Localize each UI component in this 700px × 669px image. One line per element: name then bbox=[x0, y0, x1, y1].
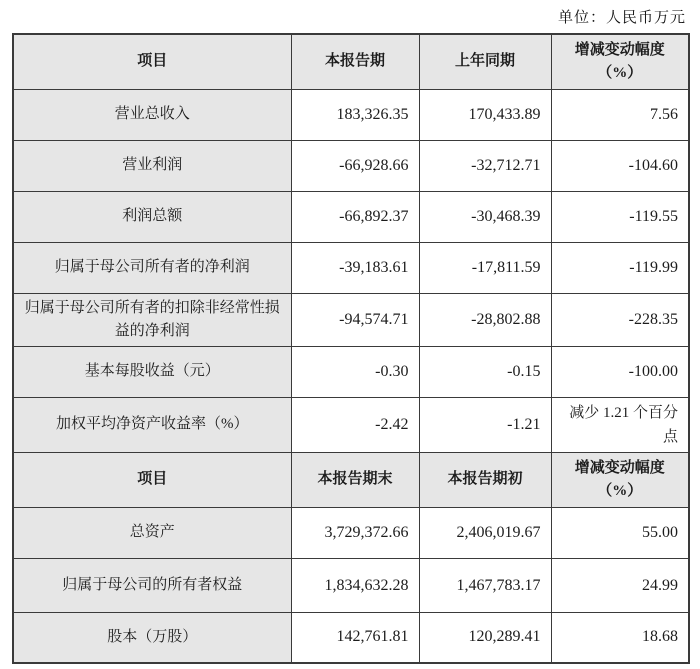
change-value: -100.00 bbox=[551, 347, 689, 398]
current-period-value: -39,183.61 bbox=[291, 242, 419, 293]
financial-summary-table bbox=[12, 33, 690, 664]
change-value: -119.55 bbox=[551, 191, 689, 242]
balance-header-row bbox=[13, 453, 689, 508]
row-label: 归属于母公司的所有者权益 bbox=[13, 559, 291, 613]
change-value: 减少 1.21 个百分点 bbox=[551, 398, 689, 453]
table-row-total-profit bbox=[13, 191, 689, 242]
table-row-weighted-avg-roe bbox=[13, 398, 689, 453]
table-row-total-revenue bbox=[13, 89, 689, 140]
header-prior-year-period: 上年同期 bbox=[419, 34, 551, 89]
current-period-value: -66,892.37 bbox=[291, 191, 419, 242]
header-period-end: 本报告期末 bbox=[291, 453, 419, 508]
prior-period-value: -32,712.71 bbox=[419, 140, 551, 191]
row-label: 营业总收入 bbox=[13, 89, 291, 140]
table-row-share-capital bbox=[13, 613, 689, 663]
change-value: 7.56 bbox=[551, 89, 689, 140]
period-begin-value: 120,289.41 bbox=[419, 613, 551, 663]
change-value: -119.99 bbox=[551, 242, 689, 293]
period-end-value: 142,761.81 bbox=[291, 613, 419, 663]
table-row-operating-profit bbox=[13, 140, 689, 191]
table-row-total-assets bbox=[13, 508, 689, 559]
prior-period-value: -17,811.59 bbox=[419, 242, 551, 293]
prior-period-value: -30,468.39 bbox=[419, 191, 551, 242]
current-period-value: -2.42 bbox=[291, 398, 419, 453]
change-value: 55.00 bbox=[551, 508, 689, 559]
row-label: 基本每股收益（元） bbox=[13, 347, 291, 398]
header-change-percent: 增减变动幅度（%） bbox=[551, 453, 689, 508]
row-label: 总资产 bbox=[13, 508, 291, 559]
period-end-value: 1,834,632.28 bbox=[291, 559, 419, 613]
header-item: 项目 bbox=[13, 453, 291, 508]
prior-period-value: 170,433.89 bbox=[419, 89, 551, 140]
prior-period-value: -28,802.88 bbox=[419, 293, 551, 347]
header-item: 项目 bbox=[13, 34, 291, 89]
income-header-row bbox=[13, 34, 689, 89]
row-label: 加权平均净资产收益率（%） bbox=[13, 398, 291, 453]
change-value: -104.60 bbox=[551, 140, 689, 191]
current-period-value: 183,326.35 bbox=[291, 89, 419, 140]
current-period-value: -94,574.71 bbox=[291, 293, 419, 347]
row-label: 股本（万股） bbox=[13, 613, 291, 663]
header-period-begin: 本报告期初 bbox=[419, 453, 551, 508]
table-row-equity-attributable bbox=[13, 559, 689, 613]
table-row-net-profit-excl-nonrecurring bbox=[13, 293, 689, 347]
period-begin-value: 2,406,019.67 bbox=[419, 508, 551, 559]
table-row-net-profit-attributable bbox=[13, 242, 689, 293]
change-value: -228.35 bbox=[551, 293, 689, 347]
prior-period-value: -0.15 bbox=[419, 347, 551, 398]
period-end-value: 3,729,372.66 bbox=[291, 508, 419, 559]
row-label: 归属于母公司所有者的扣除非经常性损益的净利润 bbox=[13, 293, 291, 347]
current-period-value: -0.30 bbox=[291, 347, 419, 398]
table-row-basic-eps bbox=[13, 347, 689, 398]
change-value: 24.99 bbox=[551, 559, 689, 613]
row-label: 利润总额 bbox=[13, 191, 291, 242]
header-current-period: 本报告期 bbox=[291, 34, 419, 89]
period-begin-value: 1,467,783.17 bbox=[419, 559, 551, 613]
change-value: 18.68 bbox=[551, 613, 689, 663]
current-period-value: -66,928.66 bbox=[291, 140, 419, 191]
unit-label: 单位：人民币万元 bbox=[557, 10, 686, 26]
row-label: 营业利润 bbox=[13, 140, 291, 191]
row-label: 归属于母公司所有者的净利润 bbox=[13, 242, 291, 293]
prior-period-value: -1.21 bbox=[419, 398, 551, 453]
header-change-percent: 增减变动幅度（%） bbox=[551, 34, 689, 89]
